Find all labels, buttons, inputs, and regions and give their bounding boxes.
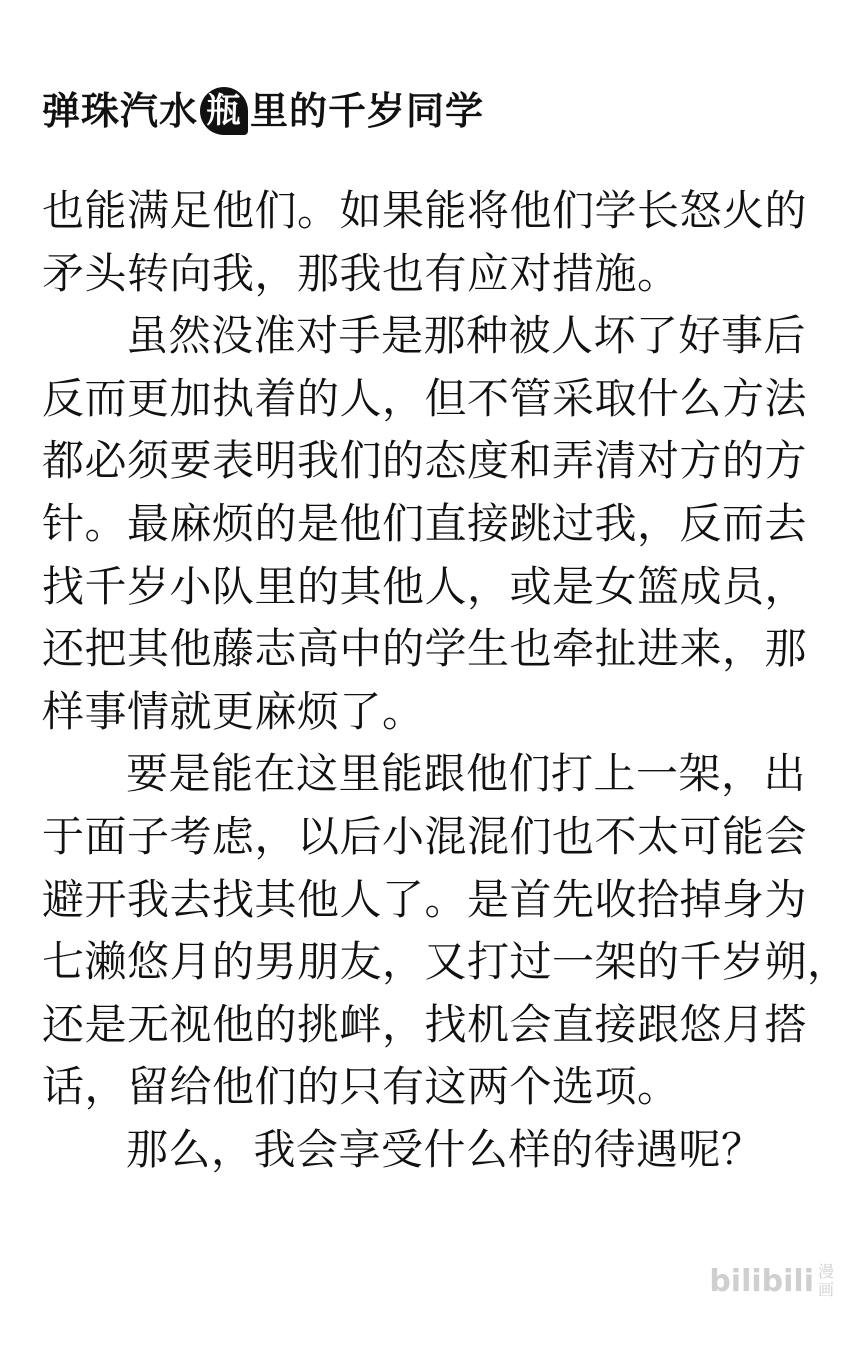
text-line: 样事情就更麻烦了。 xyxy=(42,686,425,736)
text-line: 话，留给他们的只有这两个选项。 xyxy=(42,1062,680,1112)
text-line: 矛头转向我，那我也有应对措施。 xyxy=(42,248,680,298)
watermark-logo: bilibili xyxy=(709,1263,814,1299)
text-line: 要是能在这里能跟他们打上一架，出 xyxy=(126,749,807,799)
text-line: 虽然没准对手是那种被人坏了好事后 xyxy=(126,311,807,361)
text-line: 避开我去找其他人了。是首先收拾掉身为 xyxy=(42,874,808,924)
text-line: 都必须要表明我们的态度和弄清对方的方 xyxy=(42,436,808,486)
text-line: 针。最麻烦的是他们直接跳过我，反而去 xyxy=(42,498,808,548)
text-line: 反而更加执着的人，但不管采取什么方法 xyxy=(42,373,808,423)
bilibili-manga-watermark xyxy=(709,1263,834,1299)
title-part-2: 里的千岁同学 xyxy=(250,88,485,133)
page-body-text xyxy=(42,180,850,1182)
watermark-sub-1: 漫 xyxy=(817,1262,834,1281)
text-line: 那么，我会享受什么样的待遇呢？ xyxy=(126,1124,764,1174)
watermark-sub-2: 画 xyxy=(817,1280,834,1299)
title-badge: 瓶 xyxy=(200,87,248,135)
text-line: 也能满足他们。如果能将他们学长怒火的 xyxy=(42,186,808,235)
book-title xyxy=(42,86,484,136)
text-line: 还把其他藤志高中的学生也牵扯进来，那 xyxy=(42,624,808,674)
text-line: 七濑悠月的男朋友，又打过一架的千岁朔， xyxy=(42,937,850,987)
text-line: 找千岁小队里的其他人，或是女篮成员， xyxy=(42,561,808,611)
text-line: 于面子考虑，以后小混混们也不太可能会 xyxy=(42,811,808,861)
text-line: 还是无视他的挑衅，找机会直接跟悠月搭 xyxy=(42,999,808,1049)
title-part-1: 弹珠汽水 xyxy=(42,88,199,133)
watermark-sub xyxy=(818,1263,834,1299)
